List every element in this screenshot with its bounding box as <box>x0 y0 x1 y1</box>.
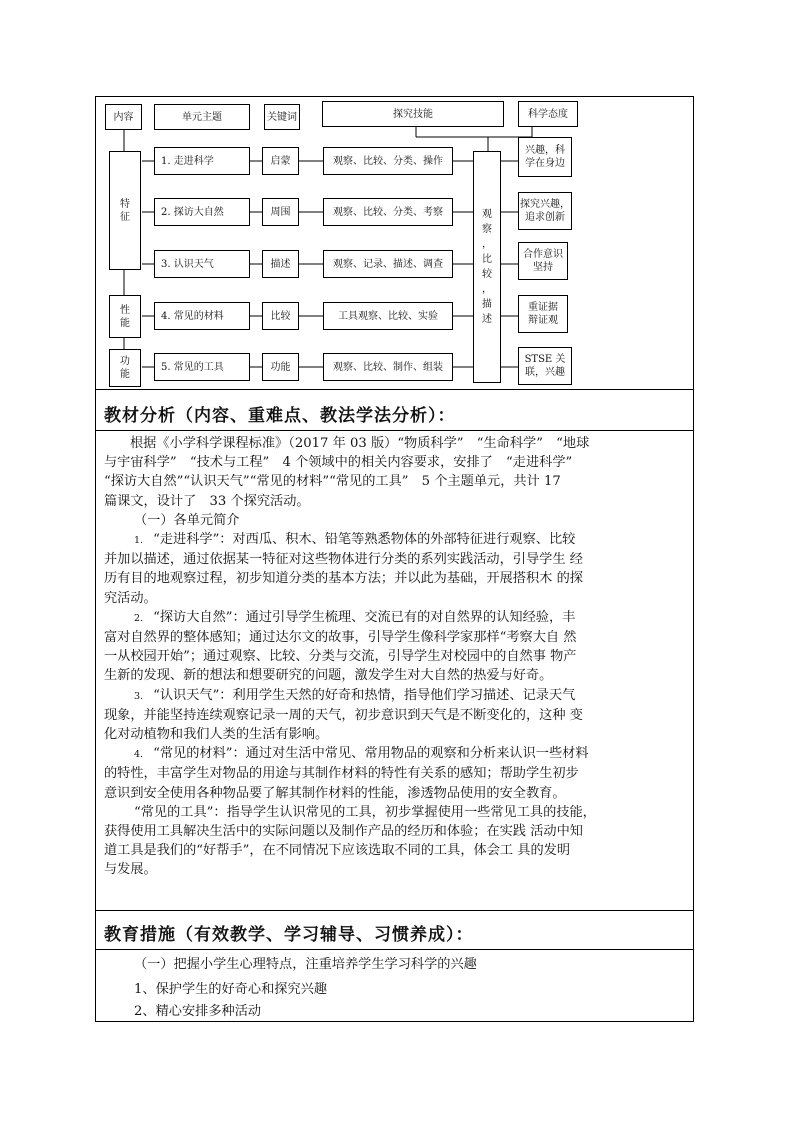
attitude-line: 学在身边 <box>525 158 565 169</box>
intro-line: 根据《小学科学课程标准》（2017 年 03 版）“物质科学” “生命科学” “地球 <box>130 436 590 451</box>
measures-line: （一）把握小学生心理特点，注重培养学生学习科学的兴趣 <box>134 957 477 972</box>
unit-intro-item <box>104 686 686 745</box>
attitude-1 <box>518 137 572 177</box>
unit-keyword-4: 比较 <box>262 302 299 330</box>
item-line: 生新的发现、新的想法和想要研究的问题，激发学生对大自然的热爱与好奇。 <box>104 668 553 684</box>
unit-skill-1: 观察、比较、分类、操作 <box>323 147 453 175</box>
intro-line: 与宇宙科学” “技术与工程” 4 个领域中的相关内容要求，安排了 “走进科学” <box>104 455 573 471</box>
item-line: 历有目的地观察过程，初步知道分类的基本方法；并以此为基础，开展搭积木 的探 <box>104 571 583 587</box>
center-skill-char: 描 <box>482 299 492 310</box>
item-line: 究活动。 <box>104 590 157 606</box>
analysis-intro <box>104 434 686 880</box>
center-skill-char: 察 <box>482 224 492 235</box>
item-line: “走进科学”：对西瓜、积木、铅笔等熟悉物体的外部特征进行观察、比较 <box>153 532 576 548</box>
sub-heading: （一）各单元简介 <box>134 512 240 528</box>
center-skill-char: ， <box>482 239 492 250</box>
group-property-char: 能 <box>120 317 130 329</box>
header-content: 内容 <box>105 104 142 130</box>
group-function <box>109 349 141 387</box>
center-skill-char: 比 <box>482 254 492 265</box>
header-skill: 探究技能 <box>322 101 504 127</box>
group-feature <box>109 151 141 270</box>
item-line: 意识到安全使用各种物品要了解其制作材料的性能，渗透物品使用的安全教育。 <box>104 785 566 801</box>
measures-line: 2、精心安排多种活动 <box>134 1004 262 1019</box>
attitude-line: 合作意识 <box>523 249 563 260</box>
diagram-connectors <box>96 97 695 387</box>
attitude-line: 兴趣，科 <box>525 145 565 156</box>
header-unit-theme: 单元主题 <box>154 104 250 130</box>
item-line: “常见的工具”：指导学生认识常见的工具，初步掌握使用一些常见工具的技能， <box>134 804 596 820</box>
table-divider <box>96 430 693 431</box>
table-divider <box>96 949 693 950</box>
unit-intro-item <box>104 608 686 686</box>
unit-intro-item <box>104 803 686 880</box>
curriculum-diagram <box>96 97 695 387</box>
item-line: 道工具是我们的“好帮手”，在不同情况下应该选取不同的工具，体会工 具的发明 <box>104 843 571 859</box>
measures-line: 1、保护学生的好奇心和探究兴趣 <box>134 982 328 997</box>
intro-line: 篇课文，设计了 33 个探究活动。 <box>104 493 310 509</box>
item-line: 并加以描述，通过依据某一特征对这些物体进行分类的系列实践活动，引导学生 经 <box>104 552 583 568</box>
group-function-char: 功 <box>120 356 130 367</box>
attitude-2 <box>518 192 572 230</box>
item-line: “认识天气”：利用学生天然的好奇和热情，指导他们学习描述、记录天气 <box>153 687 576 703</box>
unit-theme-3: 3. 认识天气 <box>154 250 250 278</box>
group-property-char: 性 <box>120 304 130 316</box>
attitude-line: 辩证观 <box>528 315 558 326</box>
unit-keyword-5: 功能 <box>262 353 299 381</box>
header-attitude: 科学态度 <box>518 101 578 127</box>
item-line: 与发展。 <box>104 862 157 878</box>
attitude-line: 联，兴趣 <box>525 367 565 378</box>
group-function-char: 能 <box>120 369 130 380</box>
unit-skill-3: 观察、记录、描述、调查 <box>323 250 453 278</box>
unit-theme-4: 4. 常见的材料 <box>154 302 250 330</box>
item-line: 富对自然界的整体感知；通过达尔文的故事，引导学生像科学家那样“考察大自 然 <box>104 630 577 646</box>
unit-theme-5: 5. 常见的工具 <box>154 353 250 381</box>
item-line: 现象，并能坚持连续观察记录一周的天气，初步意识到天气是不断变化的，这种 变 <box>104 707 583 723</box>
unit-theme-2: 2. 探访大自然 <box>154 198 250 226</box>
item-line: “常见的材料”：通过对生活中常见、常用物品的观察和分析来认识一些材料 <box>153 746 589 762</box>
attitude-line: 探究兴趣， <box>520 199 570 210</box>
unit-keyword-1: 启蒙 <box>262 147 299 175</box>
center-skill-char: 观 <box>482 209 492 220</box>
center-skill-char: 述 <box>482 314 492 325</box>
table-divider <box>96 910 693 911</box>
table-divider <box>96 389 693 390</box>
center-skill-char: 较 <box>482 269 492 280</box>
item-line: 获得使用工具解决生活中的实际问题以及制作产品的经历和体验；在实践 活动中知 <box>104 824 583 840</box>
intro-line: “探访大自然”“认识天气”“常见的材料”“常见的工具” 5 个主题单元，共计 17 <box>104 474 561 490</box>
page-table <box>95 96 694 1022</box>
unit-intro-item <box>104 744 686 803</box>
item-number: 1. <box>134 535 144 547</box>
item-line: 一从校园开始”；通过观察、比较、分类与交流，引导学生对校园中的自然事 物产 <box>104 649 577 665</box>
center-skill-column <box>473 151 501 383</box>
item-number: 3. <box>134 690 144 702</box>
attitude-3 <box>518 242 568 280</box>
item-line: “探访大自然”：通过引导学生梳理、交流已有的对自然界的认知经验，丰 <box>153 609 576 625</box>
unit-intro-item <box>104 530 686 608</box>
attitude-line: 坚持 <box>533 262 553 273</box>
unit-skill-4: 工具观察、比较、实验 <box>323 302 453 330</box>
measures-heading: 教育措施（有效教学、学习辅导、习惯养成）： <box>104 925 474 945</box>
header-keyword: 关键词 <box>264 104 300 130</box>
unit-keyword-2: 周围 <box>262 198 299 226</box>
attitude-line: 重证据 <box>528 302 558 313</box>
attitude-5 <box>518 347 572 385</box>
analysis-heading: 教材分析（内容、重难点、教法学法分析）： <box>104 406 456 426</box>
attitude-line: 追求创新 <box>525 212 565 223</box>
item-line: 的特性，丰富学生对物品的用途与其制作材料的特性有关系的感知；帮助学生初步 <box>104 766 579 782</box>
group-feature-char: 征 <box>120 211 130 223</box>
unit-skill-2: 观察、比较、分类、考察 <box>323 198 453 226</box>
item-line: 化对动植物和我们人类的生活有影响。 <box>104 727 329 743</box>
group-feature-char: 特 <box>120 198 130 210</box>
center-skill-char: ， <box>482 284 492 295</box>
unit-theme-1: 1. 走进科学 <box>154 147 250 175</box>
attitude-4 <box>518 295 568 333</box>
item-number: 4. <box>134 749 144 761</box>
group-property <box>109 295 141 338</box>
item-number: 2. <box>134 612 144 624</box>
unit-skill-5: 观察、比较、制作、组装 <box>323 353 453 381</box>
attitude-line: STSE 关 <box>524 354 566 365</box>
unit-keyword-3: 描述 <box>262 250 299 278</box>
